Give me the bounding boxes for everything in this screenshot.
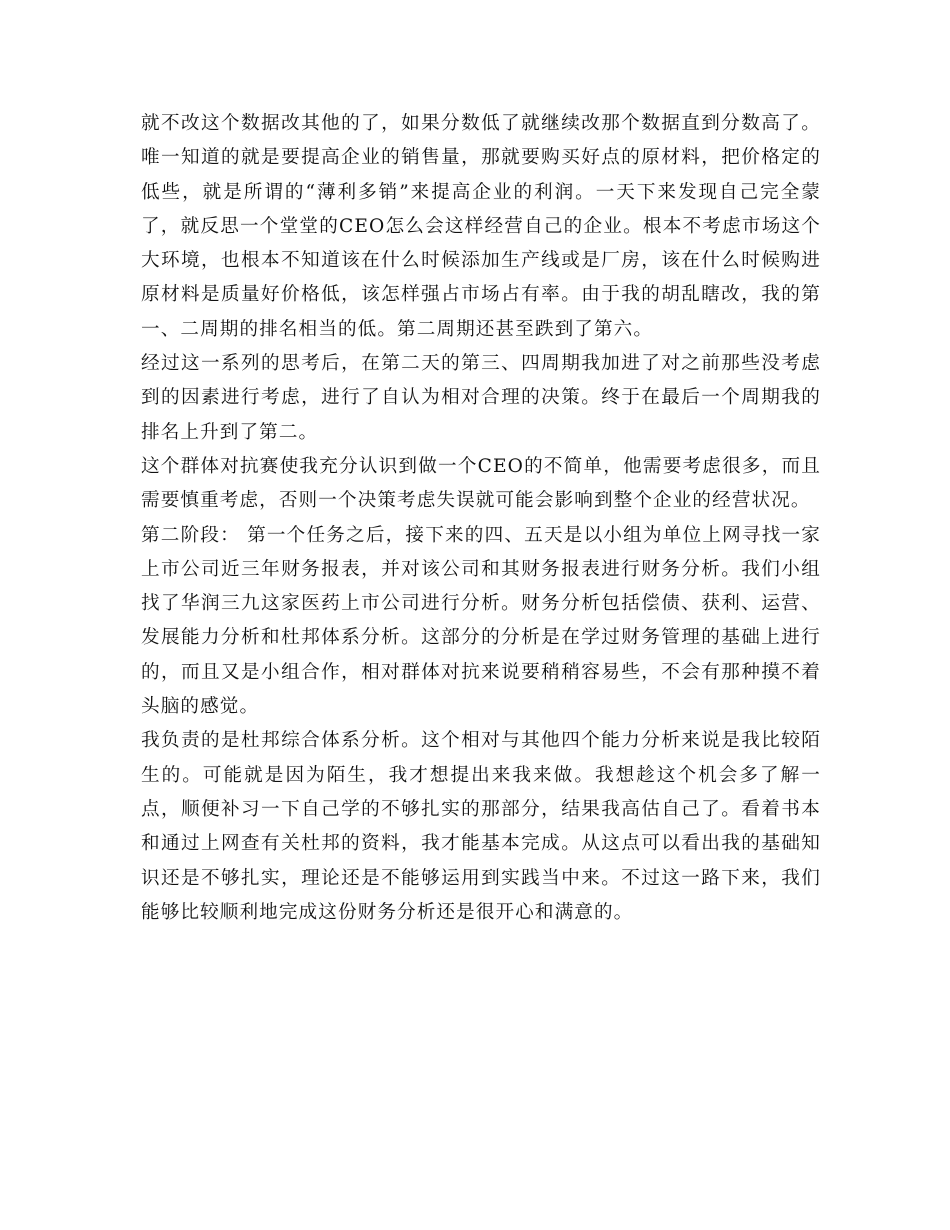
paragraph-2: 经过这一系列的思考后，在第二天的第三、四周期我加进了对之前那些没考虑到的因素进行考虑，进行了自认为相对合理的决策。终于在最后一个周期我的排名上升到了第二。 xyxy=(141,353,821,443)
paragraph-5: 我负责的是杜邦综合体系分析。这个相对与其他四个能力分析来说是我比较陌生的。可能就是因为陌生，我才想提出来我来做。我想趁这个机会多了解一点，顺便补习一下自己学的不够扎实的那部分，结果我高估自己了。看着书本和通过上网查有关杜邦的资料，我才能基本完成。从这点可以看出我的基础知识还是不够扎实，理论还是不能够运用到实践当中来。不过这一路下来，我们能够比较顺利地完成这份财务分析还是很开心和满意的。 xyxy=(141,730,821,923)
paragraph-1: 就不改这个数据改其他的了，如果分数低了就继续改那个数据直到分数高了。唯一知道的就是要提高企业的销售量，那就要购买好点的原材料，把价格定的低些，就是所谓的“薄利多销”来提高企业的利润。一天下来发现自己完全蒙了，就反思一个堂堂的CEO怎么会这样经营自己的企业。根本不考虑市场这个大环境，也根本不知道该在什么时候添加生产线或是厂房，该在什么时候购进原材料是质量好价格低，该怎样强占市场占有率。由于我的胡乱瞎改，我的第一、二周期的排名相当的低。第二周期还甚至跌到了第六。 xyxy=(141,113,821,340)
paragraph-3: 这个群体对抗赛使我充分认识到做一个CEO的不简单，他需要考虑很多，而且需要慎重考虑，否则一个决策考虑失误就可能会影响到整个企业的经营状况。 xyxy=(141,455,821,512)
document-body xyxy=(141,107,821,930)
paragraph-4: 第二阶段： 第一个任务之后，接下来的四、五天是以小组为单位上网寻找一家上市公司近三年财务报表，并对该公司和其财务报表进行财务分析。我们小组找了华润三九这家医药上市公司进行分析。财务分析包括偿债、获利、运营、发展能力分析和杜邦体系分析。这部分的分析是在学过财务管理的基础上进行的，而且又是小组合作，相对群体对抗来说要稍稍容易些，不会有那种摸不着头脑的感觉。 xyxy=(141,524,821,718)
